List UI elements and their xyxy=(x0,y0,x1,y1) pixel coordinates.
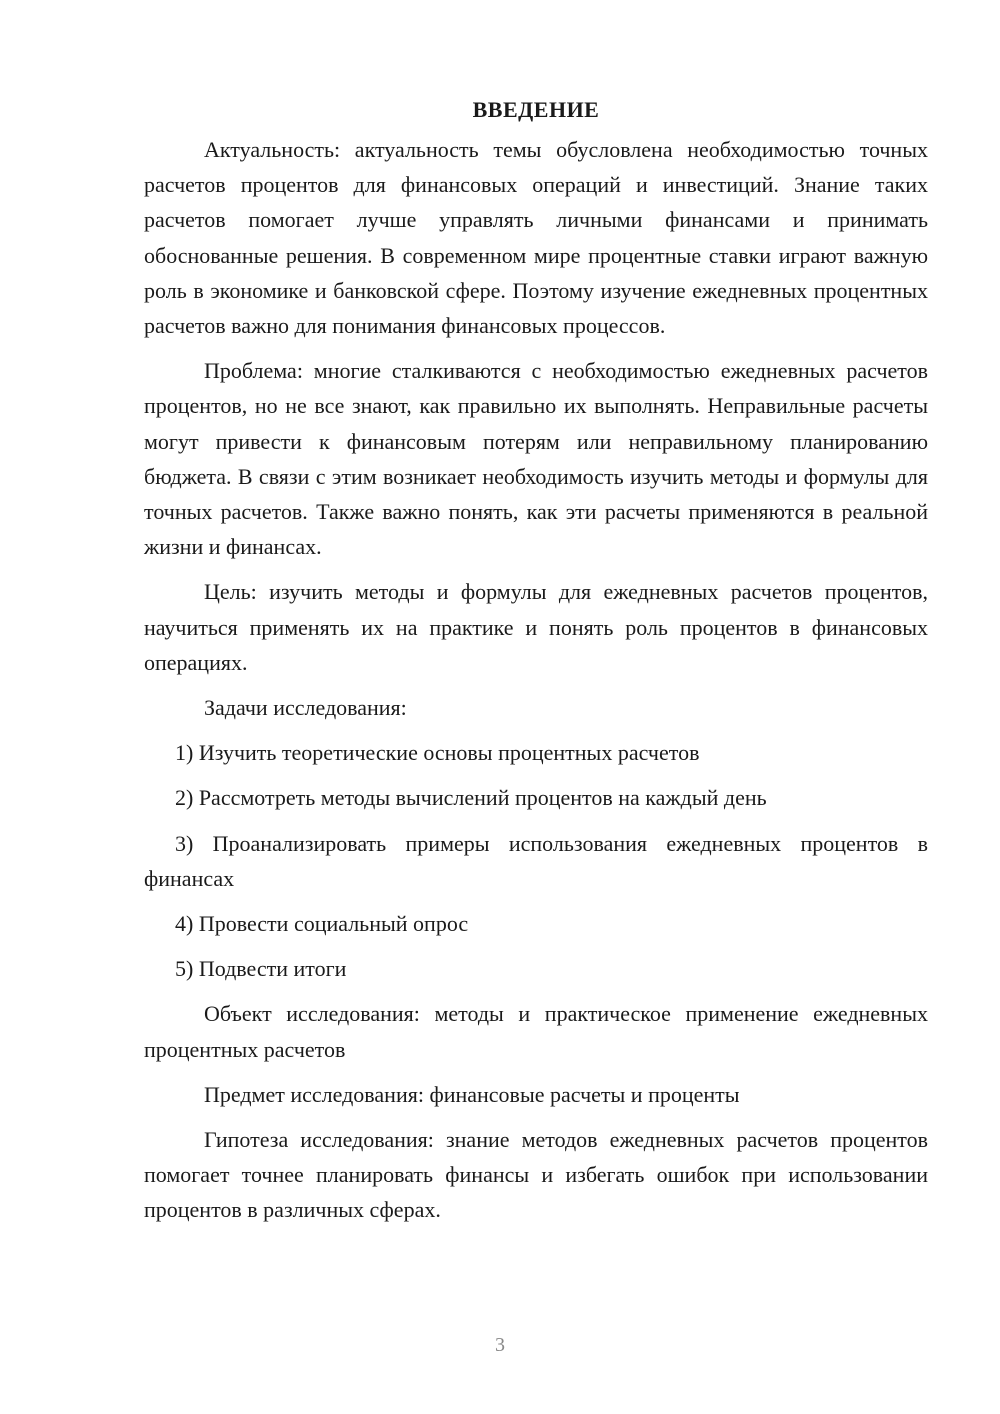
task-item: 5) Подвести итоги xyxy=(175,956,347,982)
page-number: 3 xyxy=(495,1334,505,1356)
document-page xyxy=(144,92,928,1238)
paragraph-tasks-heading: Задачи исследования: xyxy=(204,695,407,721)
paragraph-subject: Предмет исследования: финансовые расчеты и проценты xyxy=(204,1081,740,1107)
page-title: ВВЕДЕНИЕ xyxy=(472,97,600,122)
paragraph-hypothesis: Гипотеза исследования: знание методов ежедневных расчетов процентов помогает точнее планировать финансы и избегать ошибок при использовании процентов в различных сферах. xyxy=(144,1127,928,1223)
paragraph-problem: Проблема: многие сталкиваются с необходимостью ежедневных расчетов процентов, но не все знают, как правильно их выполнять. Неправильные расчеты могут привести к финансовым потерям или неправильному планированию бюджета. В связи с этим возникает необходимость изучить методы и формулы для точных расчетов. Также важно понять, как эти расчеты применяются в реальной жизни и финансах. xyxy=(144,358,928,560)
paragraph-relevance: Актуальность: актуальность темы обусловлена необходимостью точных расчетов процентов для финансовых операций и инвестиций. Знание таких расчетов помогает лучше управлять личными финансами и принимать обоснованные решения. В современном мире процентные ставки играют важную роль в экономике и банковской сфере. Поэтому изучение ежедневных процентных расчетов важно для понимания финансовых процессов. xyxy=(144,137,928,339)
task-item: 1) Изучить теоретические основы процентных расчетов xyxy=(175,740,700,766)
task-item: 2) Рассмотреть методы вычислений процентов на каждый день xyxy=(175,785,767,811)
task-item: 3) Проанализировать примеры использования ежедневных процентов в финансах xyxy=(144,830,928,891)
paragraph-object: Объект исследования: методы и практическое применение ежедневных процентных расчетов xyxy=(144,1001,928,1062)
task-item: 4) Провести социальный опрос xyxy=(175,911,469,937)
paragraph-goal: Цель: изучить методы и формулы для ежедневных расчетов процентов, научиться применять их на практике и понять роль процентов в финансовых операциях. xyxy=(144,579,928,675)
